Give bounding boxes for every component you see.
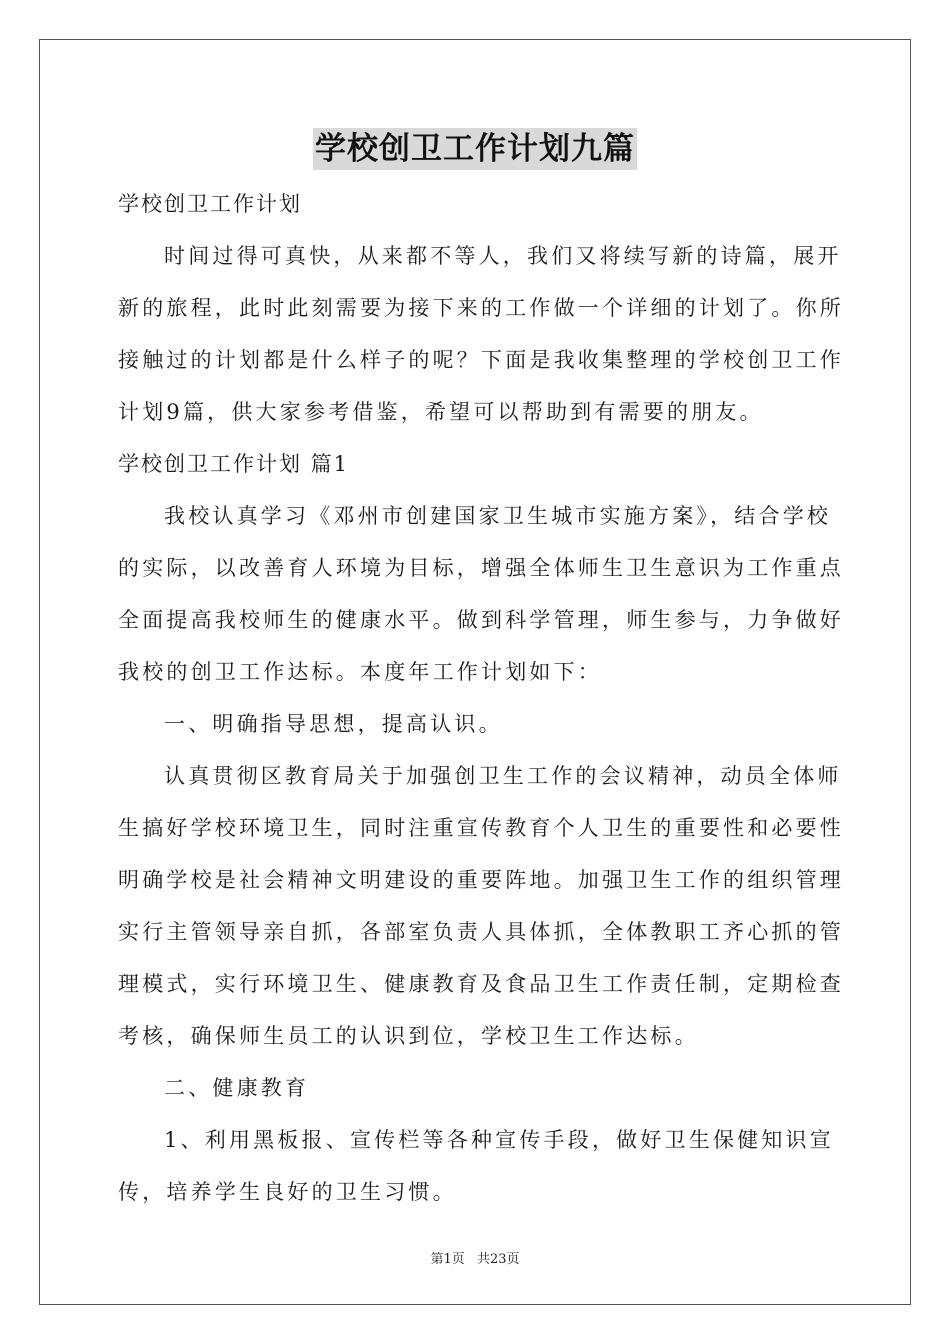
page-footer <box>0 1248 950 1267</box>
paragraph-line: 接触过的计划都是什么样子的呢？下面是我收集整理的学校创卫工作 <box>118 348 844 372</box>
paragraph-line: 实行主管领导亲自抓，各部室负责人具体抓，全体教职工齐心抓的管 <box>118 920 844 944</box>
section-heading: 学校创卫工作计划 篇1 <box>118 452 350 476</box>
paragraph-line: 生搞好学校环境卫生，同时注重宣传教育个人卫生的重要性和必要性 <box>118 816 844 840</box>
page-total: 共23页 <box>476 1252 520 1267</box>
paragraph-line: 认真贯彻区教育局关于加强创卫生工作的会议精神，动员全体师 <box>164 764 842 788</box>
paragraph-line: 传，培养学生良好的卫生习惯。 <box>118 1180 457 1204</box>
paragraph-line: 理模式，实行环境卫生、健康教育及食品卫生工作责任制，定期检查 <box>118 972 844 996</box>
document-title: 学校创卫工作计划九篇 <box>313 128 637 170</box>
paragraph-line: 的实际，以改善育人环境为目标，增强全体师生卫生意识为工作重点 <box>118 556 844 580</box>
paragraph-line: 二、健康教育 <box>164 1076 310 1100</box>
paragraph-line: 我校认真学习《邓州市创建国家卫生城市实施方案》，结合学校 <box>164 504 832 528</box>
paragraph-line: 我校的创卫工作达标。本度年工作计划如下： <box>118 660 602 684</box>
paragraph-line: 1、利用黑板报、宣传栏等各种宣传手段，做好卫生保健知识宣 <box>164 1128 834 1152</box>
page-number: 第1页 <box>430 1252 465 1267</box>
title-block <box>0 128 950 170</box>
paragraph-line: 一、明确指导思想，提高认识。 <box>164 712 503 736</box>
paragraph-line: 新的旅程，此时此刻需要为接下来的工作做一个详细的计划了。你所 <box>118 296 844 320</box>
paragraph-line: 考核，确保师生员工的认识到位，学校卫生工作达标。 <box>118 1024 699 1048</box>
paragraph-line: 计划9篇，供大家参考借鉴，希望可以帮助到有需要的朋友。 <box>118 400 764 424</box>
paragraph-line: 明确学校是社会精神文明建设的重要阵地。加强卫生工作的组织管理 <box>118 868 844 892</box>
paragraph-line: 全面提高我校师生的健康水平。做到科学管理，师生参与，力争做好 <box>118 608 844 632</box>
paragraph-line: 时间过得可真快，从来都不等人，我们又将续写新的诗篇，展开 <box>164 244 842 268</box>
document-body <box>118 178 844 1218</box>
section-heading: 学校创卫工作计划 <box>118 192 302 216</box>
